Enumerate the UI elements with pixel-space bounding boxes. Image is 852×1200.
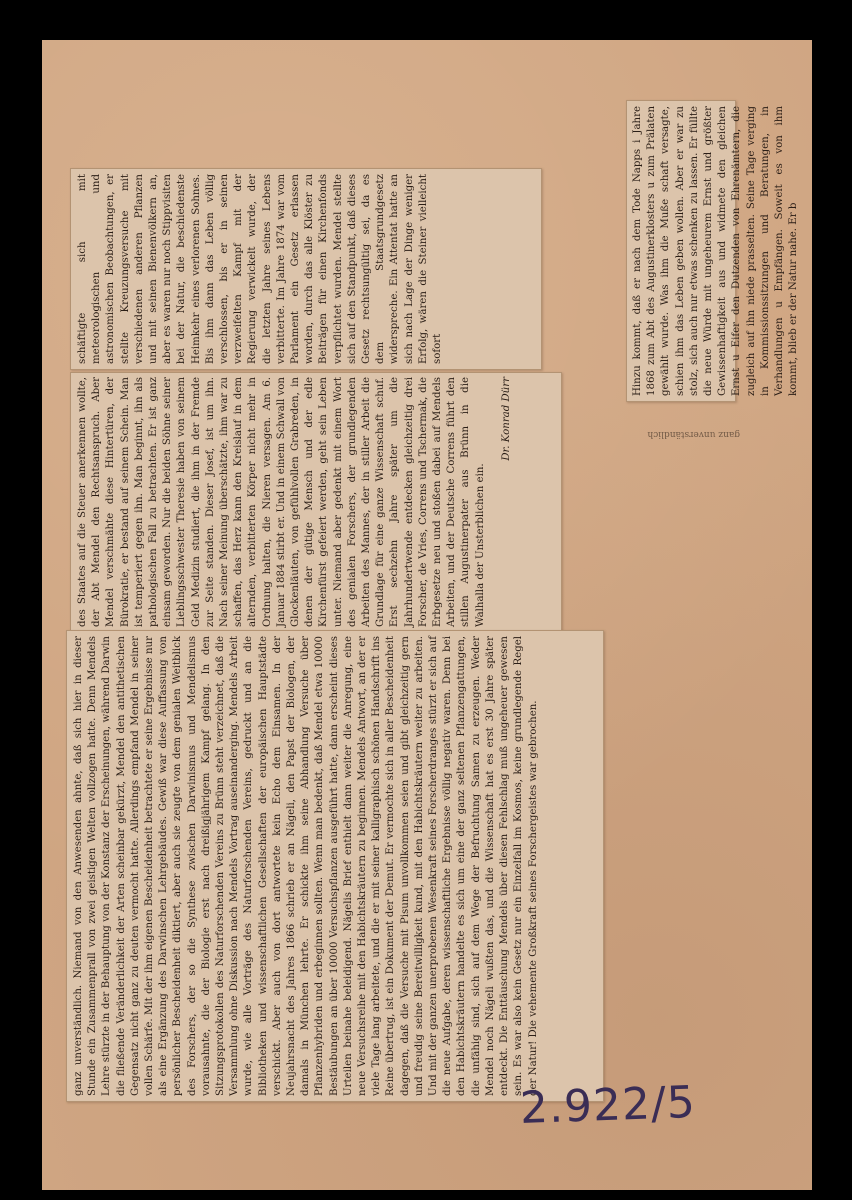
clipping-text: ganz unverständlich. Niemand von den Anwesenden ahnte, daß sich hier in dieser Stunde ein Zusammenprall von zwei geistigen Welten vollzogen hatte. Denn Mendels Lehre stürzte in der Behauptung von der Konstanz der Erscheinungen, während Darwin die fließende Veränderlichkeit der Arten scheinbar gekürzt, Mendel den antithetischen Gegensatz nicht ganz zu deuten vermocht hatte. Allerdings empfand Mendel in seiner vollen Schärfe. Mit der ihm eigenen Bescheidenheit betrachtete er seine Ergebnisse nur als eine Ergänzung des Darwinschen Lehrgebäudes. Gewiß war diese Auffassung von persönlicher Bescheidenheit diktiert, aber auch sie zeugte von dem genialen Weitblick des Forschers, der so die Synthese zwischen Darwinismus und Mendelismus vorausahnte, die der Biologie erst nach dreißigjährigem Kampf gelang. In den Sitzungsprotokollen des Naturforschenden Vereins zu Brünn steht verzeichnet, daß die Versammlung ohne Diskussion nach Mendels Vortrag auseinanderging. Mendels Arbeit wurde, wie alle Vorträge des Naturforschenden Vereins, gedruckt und an die Bibliotheken und wissenschaftlichen Gesellschaften der europäischen Hauptstädte verschickt. Aber auch von dort antwortete kein Echo dem Einsamen. In der Neujahrsnacht des Jahres 1866 schrieb er an Nägeli, den Papst der Biologen, der damals in München lehrte. Er schickte ihm seine Abhandlung Versuche über Pflanzenhybriden und erbeginnen sollten. Wenn man bedenkt, daß Mendel etwa 10000 Bestäubungen an über 10000 Versuchspflanzen ausgeführt hatte, dann erscheint dieses Urteilen beinahe beleidigend. Nägelis Brief enthielt dann weiter die Anregung, eine neue Versuchsreihe mit den Habichtskräutern zu beginnen. Mendels Antwort, an der er viele Tage lang arbeitete, und die er mit seiner kalligraphisch schönen Handschrift ins Reine übertrug, ist ein Dokument der Demut. Er vermochte sich in aller Bescheidenheit dagegen, daß die Versuche mit Pisum unvollkommen seien und gibt gleichzeitig gern und freudig seine Bereitwilligkeit kund, mit den Habichtskräutern weiter zu arbeiten. Und mit der ganzen unerprobenen Wesenkraft seines Forscherdranges stürzt er sich auf die neue Aufgabe, deren wissenschaftliche Ergebnisse völlig negativ waren. Denn bei den Habichtskräutern handelte es sich um eine der ganz seltenen Pflanzengattungen, die unfähig sind, sich auf dem Wege der Befruchtung Samen zu erzeugen. Weder Mendel noch Nägeli wußten das, und die Wissenschaft hat es erst 30 Jahre später entdeckt. Die Enttäuschung Mendels über diesen Fehlschlag muß ungeheuer gewesen sein. Es war also kein Gesetz nur ein Einzelfall im Kosmos, keine grundlegende Regel der Natur! Die vehemente Großkraft seines Forschergeistes war gebrochen.	[73, 636, 539, 1096]
author-signature: Dr. Konrad Dürr	[500, 377, 512, 461]
clipping-top-left	[70, 168, 542, 370]
handwritten-catalog-number: 2.922/5	[519, 1076, 697, 1135]
margin-note: ganz unverständlich	[647, 429, 740, 439]
clipping-text: schäftigte sich mit meteorologischen und astronomischen Beobachtungen, er stellte Kreuzungsversuche mit verschiedenen anderen Pflanzen und mit seinen Bienenvölkern an, aber es waren nur noch Stippvisiten bei der Natur, die beschiedenste Heimkehr eines verlorenen Sohnes. Bis ihm dann das Leben völlig verschlossen, bis er in seinen verzweifelten Kampf mit der Regierung verwickelt wurde, der die letzten Jahre seines Lebens verbitterte. Im Jahre 1874 war vom Parlament ein Gesetz erlassen worden, durch das alle Klöster zu Beiträgen für einen Kirchenfonds verpflichtet wurden. Mendel stellte sich auf den Standpunkt, daß dieses Gesetz rechtsungültig sei, da es dem Staatsgrundgesetz widerspreche. Ein Attentat hatte an sich nach Lage der Dinge weniger Erfolg, wären die Steiner vielleicht sofort	[77, 174, 444, 364]
clipping-text: des Staates auf die Steuer anerkennen wollte, der Abt Mendel den Rechtsanspruch. Aber Mendel verschmähte diese Hintertüren, der Bürokratie, er bestand auf seinem Schein. Man ist temperiert gegen ihn. Man beginnt, ihn als pathologischen Fall zu betrachten. Er ist ganz einsam geworden. Nur die beiden Söhne seiner Lieblingsschwester Theresie haben von seinem Geld Medizin studiert, die ihm in der Fremde zur Seite standen. Dieser Josef, ist um ihn. Nach seiner Meinung überschätzte, ihm war zu schaffen, das Herz kann den Kreislauf in dem alternden, verbitterten Körper nicht mehr in Ordnung halten, die Nieren versagen. Am 6. Januar 1884 stirbt er. Und in einem Schwall von Glockenläuten, von gefühlvollen Grabreden, in denen der gütige Mensch und der edle Kirchenfürst gefeiert werden, geht sein Leben unter. Niemand aber gedenkt mit einem Wort des genialen Forschers, der grundlegenden Arbeiten des Mannes, der in stiller Arbeit die Grundlage für eine ganze Wissenschaft schuf. Erst sechzehn Jahre später um die Jahrhundertwende entdecken gleichzeitig drei Forscher, de Vries, Correns und Tschermak, die Erbgesetze neu und stoßen dabei auf Mendels Arbeiten, und der Deutsche Correns führt den stillen Augustinerpater aus Brünn in die Walhalla der Unsterblichen ein.	[77, 377, 486, 627]
clipping-text: Hinzu kommt, daß er nach dem Tode Napps i Jahre 1868 zum Abt des Augustinerklosters u zum Prälaten gewählt wurde. Was ihm die Muße schaft versagte, schien ihm das Leben geben wollen. Aber er war zu stolz, sich auch nur etwas schenken zu lassen. Er füllte die neue Würde mit ungeheurem Ernst und größter Gewissenhaftigkeit aus und widmete den gleichen Ernst u Eifer den Dutzenden von Ehrenämtern, die zugleich auf ihn niede prasselten. Seine Tage verging in Kommissionssitzungen und Beratungen, in Verhandlungen u Empfängen. Soweit es von ihm kommt, blieb er der Natur nahe. Er b	[632, 106, 800, 396]
clipping-center	[66, 630, 604, 1102]
clipping-top-right	[626, 100, 800, 402]
clipping-lower-left	[70, 372, 562, 632]
